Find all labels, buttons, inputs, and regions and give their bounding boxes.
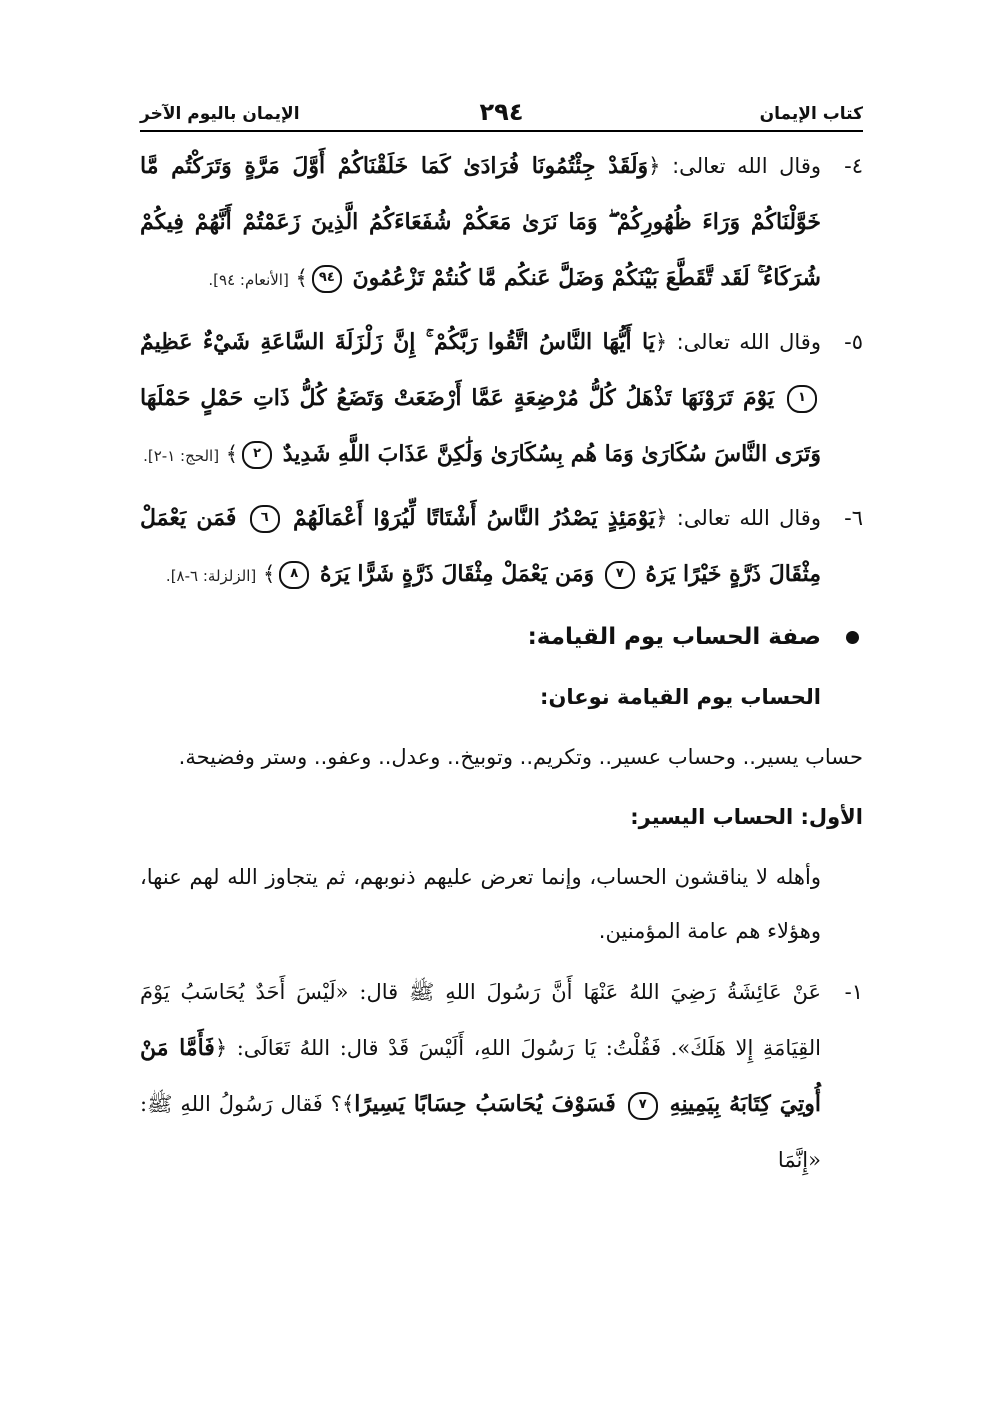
quran-close-bracket: ﴾ (341, 1092, 355, 1116)
quran-text: فَمَن يَعْمَلْ مِثْقَالَ ذَرَّةٍ خَيْرًا يَرَهُ (140, 505, 821, 587)
section-heading-text: صفة الحساب يوم القيامة: (527, 624, 821, 650)
page-number: ٢٩٤ (479, 98, 524, 126)
quran-open-bracket: ﴿ (214, 1036, 228, 1060)
quran-text: فَسَوْفَ يُحَاسَبُ حِسَابًا يَسِيرًا (354, 1091, 616, 1117)
hadith-text: عَنْ عَائِشَةُ رَضِيَ اللهُ عَنْهَا أَنَّ رَسُولَ اللهِ ﷺ قال: «لَيْسَ أَحَدٌ يُحَاسَبُ يَوْمَ القِيَامَةِ إِلا هَلَكَ». فَقُلْتُ: يَا رَسُولَ اللهِ، أَلَيْسَ قَدْ قال: اللهُ تَعَالَى: (140, 980, 821, 1060)
paragraph-easy-reckoning: وأهله لا يناقشون الحساب، وإنما تعرض عليهم ذنوبهم، ثم يتجاوز الله لهم عنها، وهؤلاء هم عامة المؤمنين. (140, 865, 821, 943)
ayah-number-marker: ٢ (242, 441, 272, 469)
quran-reference: [الزلزلة: ٦-٨]. (165, 567, 257, 585)
hadith-text-continued: ؟ فَقال رَسُولُ اللهِ ﷺ: «إِنَّمَا (140, 1092, 821, 1172)
verse-intro: وقال الله تعالى: (676, 506, 821, 530)
quran-text: فَأَمَّا مَنْ أُوتِيَ كِتَابَهُ بِيَمِينِهِ (140, 1035, 821, 1117)
quran-text: وَمَن يَعْمَلْ مِثْقَالَ ذَرَّةٍ شَرًّا يَرَهُ (319, 561, 595, 587)
bullet-icon (846, 631, 859, 644)
verse-item-4 (140, 138, 863, 308)
book-title: كتاب الإيمان (759, 104, 863, 124)
item-number: ١- (844, 980, 863, 1004)
ayah-number-marker: ٧ (628, 1092, 658, 1120)
ayah-number-marker: ٩٤ (312, 265, 342, 293)
quran-reference: [الأنعام: ٩٤]. (208, 271, 289, 289)
quran-open-bracket: ﴿ (654, 330, 668, 354)
quran-close-bracket: ﴾ (262, 562, 276, 586)
quran-reference: [الحج: ١-٢]. (143, 447, 220, 465)
hadith-item-1 (140, 964, 863, 1188)
ayah-number-marker: ٧ (605, 561, 635, 589)
quran-open-bracket: ﴿ (655, 506, 668, 530)
verse-item-5 (140, 314, 863, 484)
subheading-types: الحساب يوم القيامة نوعان: (540, 685, 821, 709)
quran-text: يَوْمَ تَرَوْنَهَا تَذْهَلُ كُلُّ مُرْضِعَةٍ عَمَّا أَرْضَعَتْ وَتَضَعُ كُلُّ ذَاتِ حَمْلٍ حَمْلَهَا وَتَرَى النَّاسَ سُكَارَىٰ وَمَا هُم بِسُكَارَىٰ وَلَٰكِنَّ عَذَابَ اللَّهِ شَدِيدٌ (140, 385, 821, 467)
quran-close-bracket: ﴾ (295, 266, 308, 290)
verse-intro: وقال الله تعالى: (672, 154, 821, 178)
page-header (140, 98, 863, 132)
page-body (140, 138, 863, 1194)
verse-intro: وقال الله تعالى: (676, 330, 821, 354)
paragraph-types: حساب يسير.. وحساب عسير.. وتكريم.. وتوبيخ.. وعدل.. وعفو.. وستر وفضيحة. (178, 745, 863, 769)
item-number: ٦- (844, 506, 863, 530)
section-heading (140, 610, 863, 664)
chapter-title: الإيمان باليوم الآخر (140, 104, 300, 124)
ayah-number-marker: ٨ (279, 561, 309, 589)
quran-text: يَا أَيُّهَا النَّاسُ اتَّقُوا رَبَّكُمْ ۚ إِنَّ زَلْزَلَةَ السَّاعَةِ شَيْءٌ عَظِيمٌ (140, 329, 655, 355)
item-number: ٤- (844, 154, 863, 178)
quran-close-bracket: ﴾ (225, 442, 239, 466)
ayah-number-marker: ١ (787, 385, 817, 413)
quran-text: وَلَقَدْ جِئْتُمُونَا فُرَادَىٰ كَمَا خَلَقْنَاكُمْ أَوَّلَ مَرَّةٍ وَتَرَكْتُم مَّا خَوَّلْنَاكُمْ وَرَاءَ ظُهُورِكُمْ ۖ وَمَا نَرَىٰ مَعَكُمْ شُفَعَاءَكُمُ الَّذِينَ زَعَمْتُمْ أَنَّهُمْ فِيكُمْ شُرَكَاءُ ۚ لَقَد تَّقَطَّعَ بَيْنَكُمْ وَضَلَّ عَنكُم مَّا كُنتُمْ تَزْعُمُونَ (140, 153, 821, 291)
quran-open-bracket: ﴿ (648, 154, 661, 178)
header-rule (140, 130, 863, 132)
verse-item-6 (140, 490, 863, 604)
subheading-easy-reckoning: الأول: الحساب اليسير: (630, 805, 863, 829)
ayah-number-marker: ٦ (250, 505, 280, 533)
item-number: ٥- (844, 330, 863, 354)
quran-text: يَوْمَئِذٍ يَصْدُرُ النَّاسُ أَشْتَاتًا لِّيُرَوْا أَعْمَالَهُمْ (292, 505, 656, 531)
